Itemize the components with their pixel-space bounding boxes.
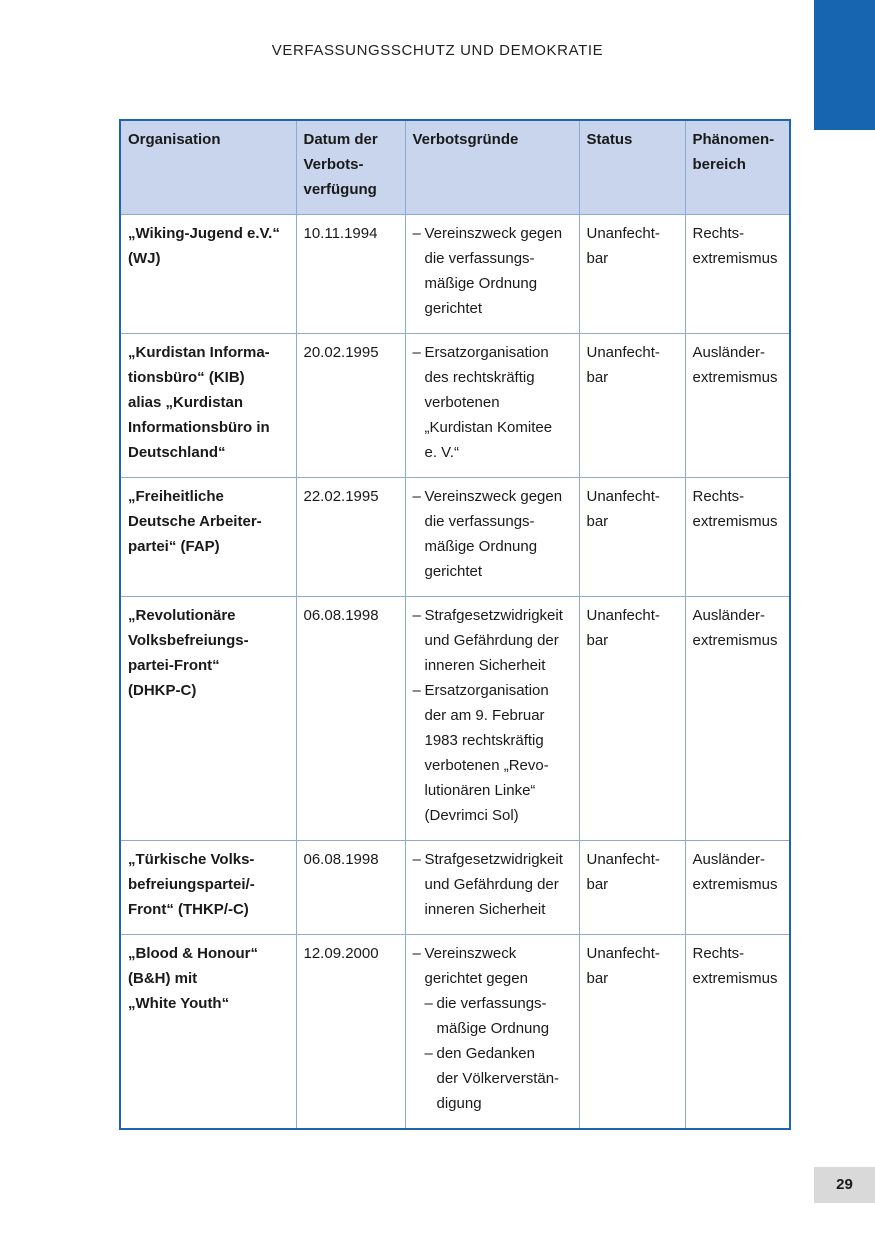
organisation-line: partei-Front“ — [128, 657, 220, 674]
organisation-line: alias „Kurdistan — [128, 394, 244, 411]
cell-status — [579, 334, 685, 478]
table-row — [120, 478, 790, 597]
organisation-line: „Wiking-Jugend e.V.“ — [128, 225, 280, 242]
cell-organisation — [120, 597, 296, 841]
reason-line: inneren Sicherheit — [424, 657, 546, 674]
reason-sub-item — [425, 991, 572, 1041]
organisation-line: „Revolutionäre — [128, 607, 236, 624]
reason-sub-line: mäßige Ordnung — [436, 1020, 550, 1037]
table-header-row — [120, 120, 790, 215]
table-row — [120, 334, 790, 478]
organisation-line: Front“ (THKP/-C) — [128, 901, 249, 918]
reason-item — [413, 340, 572, 465]
reason-line: die verfassungs- — [424, 513, 535, 530]
organisation-line: (B&H) mit — [128, 970, 198, 987]
reason-line: lutionären Linke“ — [424, 782, 536, 799]
reason-item — [413, 847, 572, 922]
phenomenon-area-line: extremismus — [692, 513, 778, 530]
cell-status — [579, 215, 685, 334]
organisation-line: (DHKP-C) — [128, 682, 197, 699]
reason-list — [413, 941, 572, 1116]
organisation-line: „Kurdistan Informa- — [128, 344, 270, 361]
reason-item — [413, 941, 572, 1116]
status-line: Unanfecht- — [586, 225, 660, 242]
ban-date: 12.09.2000 — [303, 945, 379, 962]
organisation-line: „Freiheitliche — [128, 488, 224, 505]
reason-item — [413, 603, 572, 678]
reason-line: – Strafgesetzwidrigkeit — [424, 851, 563, 868]
status-line: Unanfecht- — [586, 851, 660, 868]
reason-sub-line: – die verfassungs- — [436, 995, 547, 1012]
cell-phenomenon-area — [685, 215, 790, 334]
phenomenon-area-line: extremismus — [692, 250, 778, 267]
phenomenon-area-line: Rechts- — [692, 945, 745, 962]
status-line: Unanfecht- — [586, 607, 660, 624]
cell-reasons — [405, 215, 579, 334]
cell-status — [579, 597, 685, 841]
reason-line: – Vereinszweck gegen — [424, 225, 563, 242]
reason-line: 1983 rechtskräftig — [424, 732, 544, 749]
reason-item — [413, 678, 572, 828]
status-line: bar — [586, 632, 609, 649]
reason-line: – Vereinszweck — [424, 945, 517, 962]
corner-accent-tab — [814, 0, 875, 130]
reason-line: – Ersatzorganisation — [424, 682, 549, 699]
reason-line: des rechtskräftig — [424, 369, 535, 386]
organisation-line: befreiungspartei/- — [128, 876, 255, 893]
status-line: Unanfecht- — [586, 488, 660, 505]
cell-organisation — [120, 478, 296, 597]
cell-date — [296, 215, 405, 334]
reason-sub-list — [425, 991, 572, 1116]
reason-list — [413, 847, 572, 922]
column-header-phaenomenbereich: Phänomen- bereich — [685, 120, 790, 215]
cell-date — [296, 334, 405, 478]
reason-line: mäßige Ordnung — [424, 538, 538, 555]
organisation-line: „White Youth“ — [128, 995, 230, 1012]
organisation-line: tionsbüro“ (KIB) — [128, 369, 245, 386]
ban-date: 10.11.1994 — [303, 225, 378, 242]
cell-reasons — [405, 935, 579, 1130]
reason-line: mäßige Ordnung — [424, 275, 538, 292]
ban-date: 06.08.1998 — [303, 851, 379, 868]
reason-line: und Gefährdung der — [424, 632, 559, 649]
reason-line: verbotenen — [424, 394, 500, 411]
organisation-line: Informationsbüro in — [128, 419, 270, 436]
reason-line: der am 9. Februar — [424, 707, 545, 724]
ban-orders-table — [119, 119, 791, 1130]
reason-list — [413, 340, 572, 465]
organisation-line: „Türkische Volks- — [128, 851, 255, 868]
phenomenon-area-line: Ausländer- — [692, 607, 766, 624]
reason-line: gerichtet — [424, 563, 483, 580]
page-number: 29 — [814, 1167, 875, 1203]
reason-line: (Devrimci Sol) — [424, 807, 519, 824]
reason-item — [413, 484, 572, 584]
reason-list — [413, 603, 572, 828]
status-line: bar — [586, 970, 609, 987]
cell-status — [579, 841, 685, 935]
table-row — [120, 597, 790, 841]
cell-phenomenon-area — [685, 478, 790, 597]
reason-line: e. V.“ — [424, 444, 459, 461]
phenomenon-area-line: Rechts- — [692, 225, 745, 242]
reason-sub-line: der Völkerverstän- — [436, 1070, 560, 1087]
cell-phenomenon-area — [685, 841, 790, 935]
cell-status — [579, 478, 685, 597]
organisation-line: Volksbefreiungs- — [128, 632, 249, 649]
reason-line: gerichtet — [424, 300, 483, 317]
reason-line: verbotenen „Revo- — [424, 757, 549, 774]
cell-phenomenon-area — [685, 597, 790, 841]
cell-date — [296, 597, 405, 841]
cell-reasons — [405, 597, 579, 841]
organisation-line: Deutschland“ — [128, 444, 226, 461]
ban-date: 06.08.1998 — [303, 607, 379, 624]
reason-line: – Vereinszweck gegen — [424, 488, 563, 505]
status-line: bar — [586, 876, 609, 893]
reason-line: – Strafgesetzwidrigkeit — [424, 607, 563, 624]
reason-list — [413, 221, 572, 321]
table-body — [120, 215, 790, 1130]
reason-sub-line: digung — [436, 1095, 482, 1112]
cell-date — [296, 478, 405, 597]
status-line: bar — [586, 513, 609, 530]
reason-line: gerichtet gegen — [424, 970, 528, 987]
reason-line: inneren Sicherheit — [424, 901, 546, 918]
organisation-line: Deutsche Arbeiter- — [128, 513, 262, 530]
status-line: Unanfecht- — [586, 945, 660, 962]
organisation-line: „Blood & Honour“ — [128, 945, 258, 962]
status-line: bar — [586, 369, 609, 386]
cell-reasons — [405, 334, 579, 478]
reason-line: „Kurdistan Komitee — [424, 419, 553, 436]
phenomenon-area-line: extremismus — [692, 632, 778, 649]
column-header-status: Status — [579, 120, 685, 215]
status-line: bar — [586, 250, 609, 267]
phenomenon-area-line: Ausländer- — [692, 344, 766, 361]
reason-item — [413, 221, 572, 321]
reason-sub-line: – den Gedanken — [436, 1045, 535, 1062]
organisation-line: (WJ) — [128, 250, 161, 267]
status-line: Unanfecht- — [586, 344, 660, 361]
cell-reasons — [405, 841, 579, 935]
organisation-line: partei“ (FAP) — [128, 538, 220, 555]
ban-date: 20.02.1995 — [303, 344, 379, 361]
cell-organisation — [120, 334, 296, 478]
reason-sub-item — [425, 1041, 572, 1116]
cell-date — [296, 841, 405, 935]
ban-date: 22.02.1995 — [303, 488, 379, 505]
cell-organisation — [120, 935, 296, 1130]
cell-phenomenon-area — [685, 935, 790, 1130]
reason-line: die verfassungs- — [424, 250, 535, 267]
cell-date — [296, 935, 405, 1130]
reason-list — [413, 484, 572, 584]
reason-line: und Gefährdung der — [424, 876, 559, 893]
table-row — [120, 935, 790, 1130]
phenomenon-area-line: Rechts- — [692, 488, 745, 505]
cell-organisation — [120, 215, 296, 334]
phenomenon-area-line: extremismus — [692, 970, 778, 987]
cell-phenomenon-area — [685, 334, 790, 478]
cell-reasons — [405, 478, 579, 597]
column-header-datum: Datum der Verbots- verfügung — [296, 120, 405, 215]
running-header: VERFASSUNGSSCHUTZ UND DEMOKRATIE — [271, 42, 604, 59]
phenomenon-area-line: Ausländer- — [692, 851, 766, 868]
column-header-organisation: Organisation — [120, 120, 296, 215]
reason-line: – Ersatzorganisation — [424, 344, 549, 361]
column-header-verbotsgruende: Verbotsgründe — [405, 120, 579, 215]
cell-organisation — [120, 841, 296, 935]
phenomenon-area-line: extremismus — [692, 876, 778, 893]
phenomenon-area-line: extremismus — [692, 369, 778, 386]
table-row — [120, 215, 790, 334]
table-row — [120, 841, 790, 935]
cell-status — [579, 935, 685, 1130]
